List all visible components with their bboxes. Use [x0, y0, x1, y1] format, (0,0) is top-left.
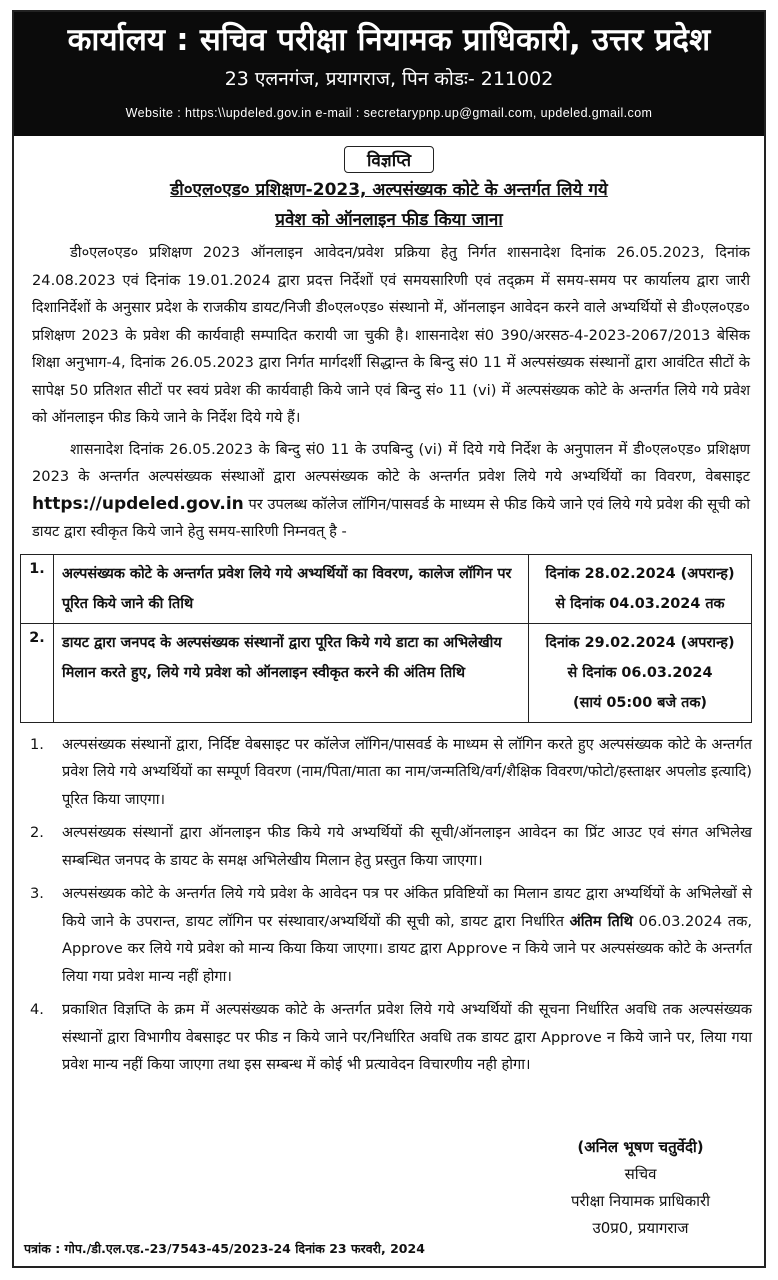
subject-line-2: प्रवेश को ऑनलाइन फीड किया जाना — [275, 210, 503, 230]
signatory-name: (अनिल भूषण चतुर्वेदी) — [577, 1138, 704, 1156]
signatory-title: सचिव — [624, 1165, 657, 1183]
subject — [14, 175, 764, 235]
row-dates — [529, 554, 752, 623]
signatory-place: उ0प्र0, प्रयागराज — [592, 1219, 689, 1237]
notice-document — [12, 10, 766, 1268]
list-item — [24, 731, 752, 814]
reference-number: पत्रांक : गोप./डी.एल.एड.-23/7543-45/2023-24 दिनांक 23 फरवरी, 2024 — [24, 1241, 425, 1256]
list-item — [24, 996, 752, 1079]
row-date-2: से दिनांक 04.03.2024 तक — [555, 595, 725, 612]
list-item-number: 1. — [30, 735, 44, 753]
subject-line-1: डी०एल०एड० प्रशिक्षण-2023, अल्पसंख्यक कोटे के अन्तर्गत लिये गये — [170, 180, 608, 200]
notice-badge-wrap — [14, 146, 764, 173]
list-item-number: 4. — [30, 1001, 44, 1018]
row-date-1: दिनांक 28.02.2024 (अपरान्ह) — [545, 565, 735, 582]
list-item — [24, 880, 752, 990]
paragraph-2-text-a: शासनादेश दिनांक 26.05.2023 के बिन्दु सं0 11 के उपबिन्दु (vi) में दिये गये निर्देश के अनुपालन में डी०एल०एड० प्रशिक्षण 2023 के अन्तर्गत अल्पसंख्यक संस्थाओं द्वारा अल्पसंख्यक कोटे के अन्तर्गत प्रवेश लिये गये अभ्यर्थियों का विवरण, वेबसाइट — [32, 440, 750, 485]
row-date-3: (सायं 05:00 बजे तक) — [573, 694, 707, 711]
list-item — [24, 819, 752, 874]
paragraph-1 — [32, 239, 750, 432]
row-dates — [529, 623, 752, 722]
list-item-text: अल्पसंख्यक संस्थानों द्वारा, निर्दिष्ट वेबसाइट पर कॉलेज लॉगिन/पासवर्ड के माध्यम से लॉगिन करते हुए अल्पसंख्यक कोटे के अन्तर्गत प्रवेश लिये गये अभ्यर्थियों का सम्पूर्ण विवरण (नाम/पिता/माता का नाम/जन्मतिथि/वर्ग/शैक्षिक विवरण/फोटो/हस्ताक्षर अपलोड इत्यादि) पूरित किया जाएगा। — [62, 735, 752, 808]
letterhead — [14, 12, 764, 136]
contact-line: Website : https:\\updeled.gov.in e-mail : secretarypnp.up@gmail.com, updeled.gmail.com — [125, 106, 653, 120]
signature-block — [571, 1134, 710, 1242]
paragraph-2-text-b: पर उपलब्ध कॉलेज लॉगिन/पासवर्ड के माध्यम से फीड किये जाने एवं लिये गये प्रवेश की सूची को डायट द्वारा स्वीकृत किये जाने हेतु समय-सारिणी निम्नवत् है - — [32, 495, 750, 540]
schedule-table — [20, 554, 752, 723]
table-row — [21, 554, 752, 623]
list-item-text: अल्पसंख्यक कोटे के अन्तर्गत लिये गये प्रवेश के आवेदन पत्र पर अंकित प्रविष्टियों का मिलान डायट द्वारा अभ्यर्थियों के अभिलेखों से किये जाने के उपरान्त, डायट लॉगिन पर संस्थावार/अभ्यर्थियों की सूची को, डायट द्वारा निर्धारित अंतिम तिथि 06.03.2024 तक, Approve कर लिये गये प्रवेश को मान्य किया किया जाएगा। डायट द्वारा Approve न किये जाने पर अल्पसंख्यक कोटे के अन्तर्गत लिया गया प्रवेश मान्य नहीं होगा। — [62, 885, 752, 985]
office-address: 23 एलनगंज, प्रयागराज, पिन कोडः- 211002 — [224, 68, 554, 90]
office-title: कार्यालय : सचिव परीक्षा नियामक प्राधिकारी, उत्तर प्रदेश — [67, 22, 711, 58]
list-item-number: 3. — [30, 885, 44, 902]
table-row — [21, 623, 752, 722]
website-link[interactable]: https://updeled.gov.in — [32, 493, 244, 514]
row-description: डायट द्वारा जनपद के अल्पसंख्यक संस्थानों द्वारा पूरित किये गये डाटा का अभिलेखीय मिलान करते हुए, लिये गये प्रवेश को ऑनलाइन स्वीकृत करने की अंतिम तिथि — [54, 623, 529, 722]
list-item-number: 2. — [30, 824, 44, 841]
deadline-emphasis: अंतिम तिथि — [569, 912, 633, 930]
row-description: अल्पसंख्यक कोटे के अन्तर्गत प्रवेश लिये गये अभ्यर्थियों का विवरण, कालेज लॉगिन पर पूरित किये जाने की तिथि — [54, 554, 529, 623]
paragraph-1-text: डी०एल०एड० प्रशिक्षण 2023 ऑनलाइन आवेदन/प्रवेश प्रक्रिया हेतु निर्गत शासनादेश दिनांक 26.05.2023, दिनांक 24.08.2023 एवं दिनांक 19.01.2024 द्वारा प्रदत्त निर्देशों एवं समयसारिणी एवं तद्क्रम में समय-समय पर कार्यालय द्वारा जारी दिशानिर्देशों के अनुसार प्रदेश के राजकीय डायट/निजी डी०एल०एड० संस्थानो में, ऑनलाइन आवेदन करने वाले अभ्यर्थियों से डी०एल०एड० प्रशिक्षण 2023 के प्रवेश की कार्यवाही सम्पादित करायी जा चुकी है। शासनादेश सं0 390/अरसठ-4-2023-2067/2013 बेसिक शिक्षा अनुभाग-4, दिनांक 26.05.2023 द्वारा निर्गत मार्गदर्शी सिद्धान्त के बिन्दु सं0 11 में अल्पसंख्यक संस्थानों द्वारा आवंटित सीटों के सापेक्ष 50 प्रतिशत सीटों पर स्वयं प्रवेश की कार्यवाही किये जाने एवं बिन्दु सं० 11 (vi) में अल्पसंख्यक कोटे के अन्तर्गत लिये गये प्रवेश को ऑनलाइन फीड किये जाने के निर्देश दिये गये हैं। — [32, 244, 750, 426]
row-date-2: से दिनांक 06.03.2024 — [567, 664, 713, 681]
instruction-list — [24, 731, 752, 1079]
notice-badge: विज्ञप्ति — [344, 146, 434, 173]
row-date-1: दिनांक 29.02.2024 (अपरान्ह) — [545, 634, 735, 651]
paragraph-2 — [32, 436, 750, 546]
list-item-text: प्रकाशित विज्ञप्ति के क्रम में अल्पसंख्यक कोटे के अन्तर्गत प्रवेश लिये गये अभ्यर्थियों की सूचना निर्धारित अवधि तक अल्पसंख्यक संस्थानों द्वारा विभागीय वेबसाइट पर फीड न किये जाने पर/निर्धारित अवधि तक डायट द्वारा Approve न किये जाने पर, लिया गया प्रवेश मान्य नहीं किया जाएगा तथा इस सम्बन्ध में कोई भी प्रत्यावेदन विचारणीय नही होगा। — [62, 1001, 752, 1073]
row-number: 1. — [21, 554, 54, 623]
signatory-org: परीक्षा नियामक प्राधिकारी — [571, 1192, 710, 1210]
row-number: 2. — [21, 623, 54, 722]
list-item-text: अल्पसंख्यक संस्थानों द्वारा ऑनलाइन फीड किये गये अभ्यर्थियों की सूची/ऑनलाइन आवेदन का प्रिंट आउट एवं संगत अभिलेख सम्बन्धित जनपद के डायट के समक्ष अभिलेखीय मिलान हेतु प्रस्तुत किया जाएगा। — [62, 824, 752, 869]
